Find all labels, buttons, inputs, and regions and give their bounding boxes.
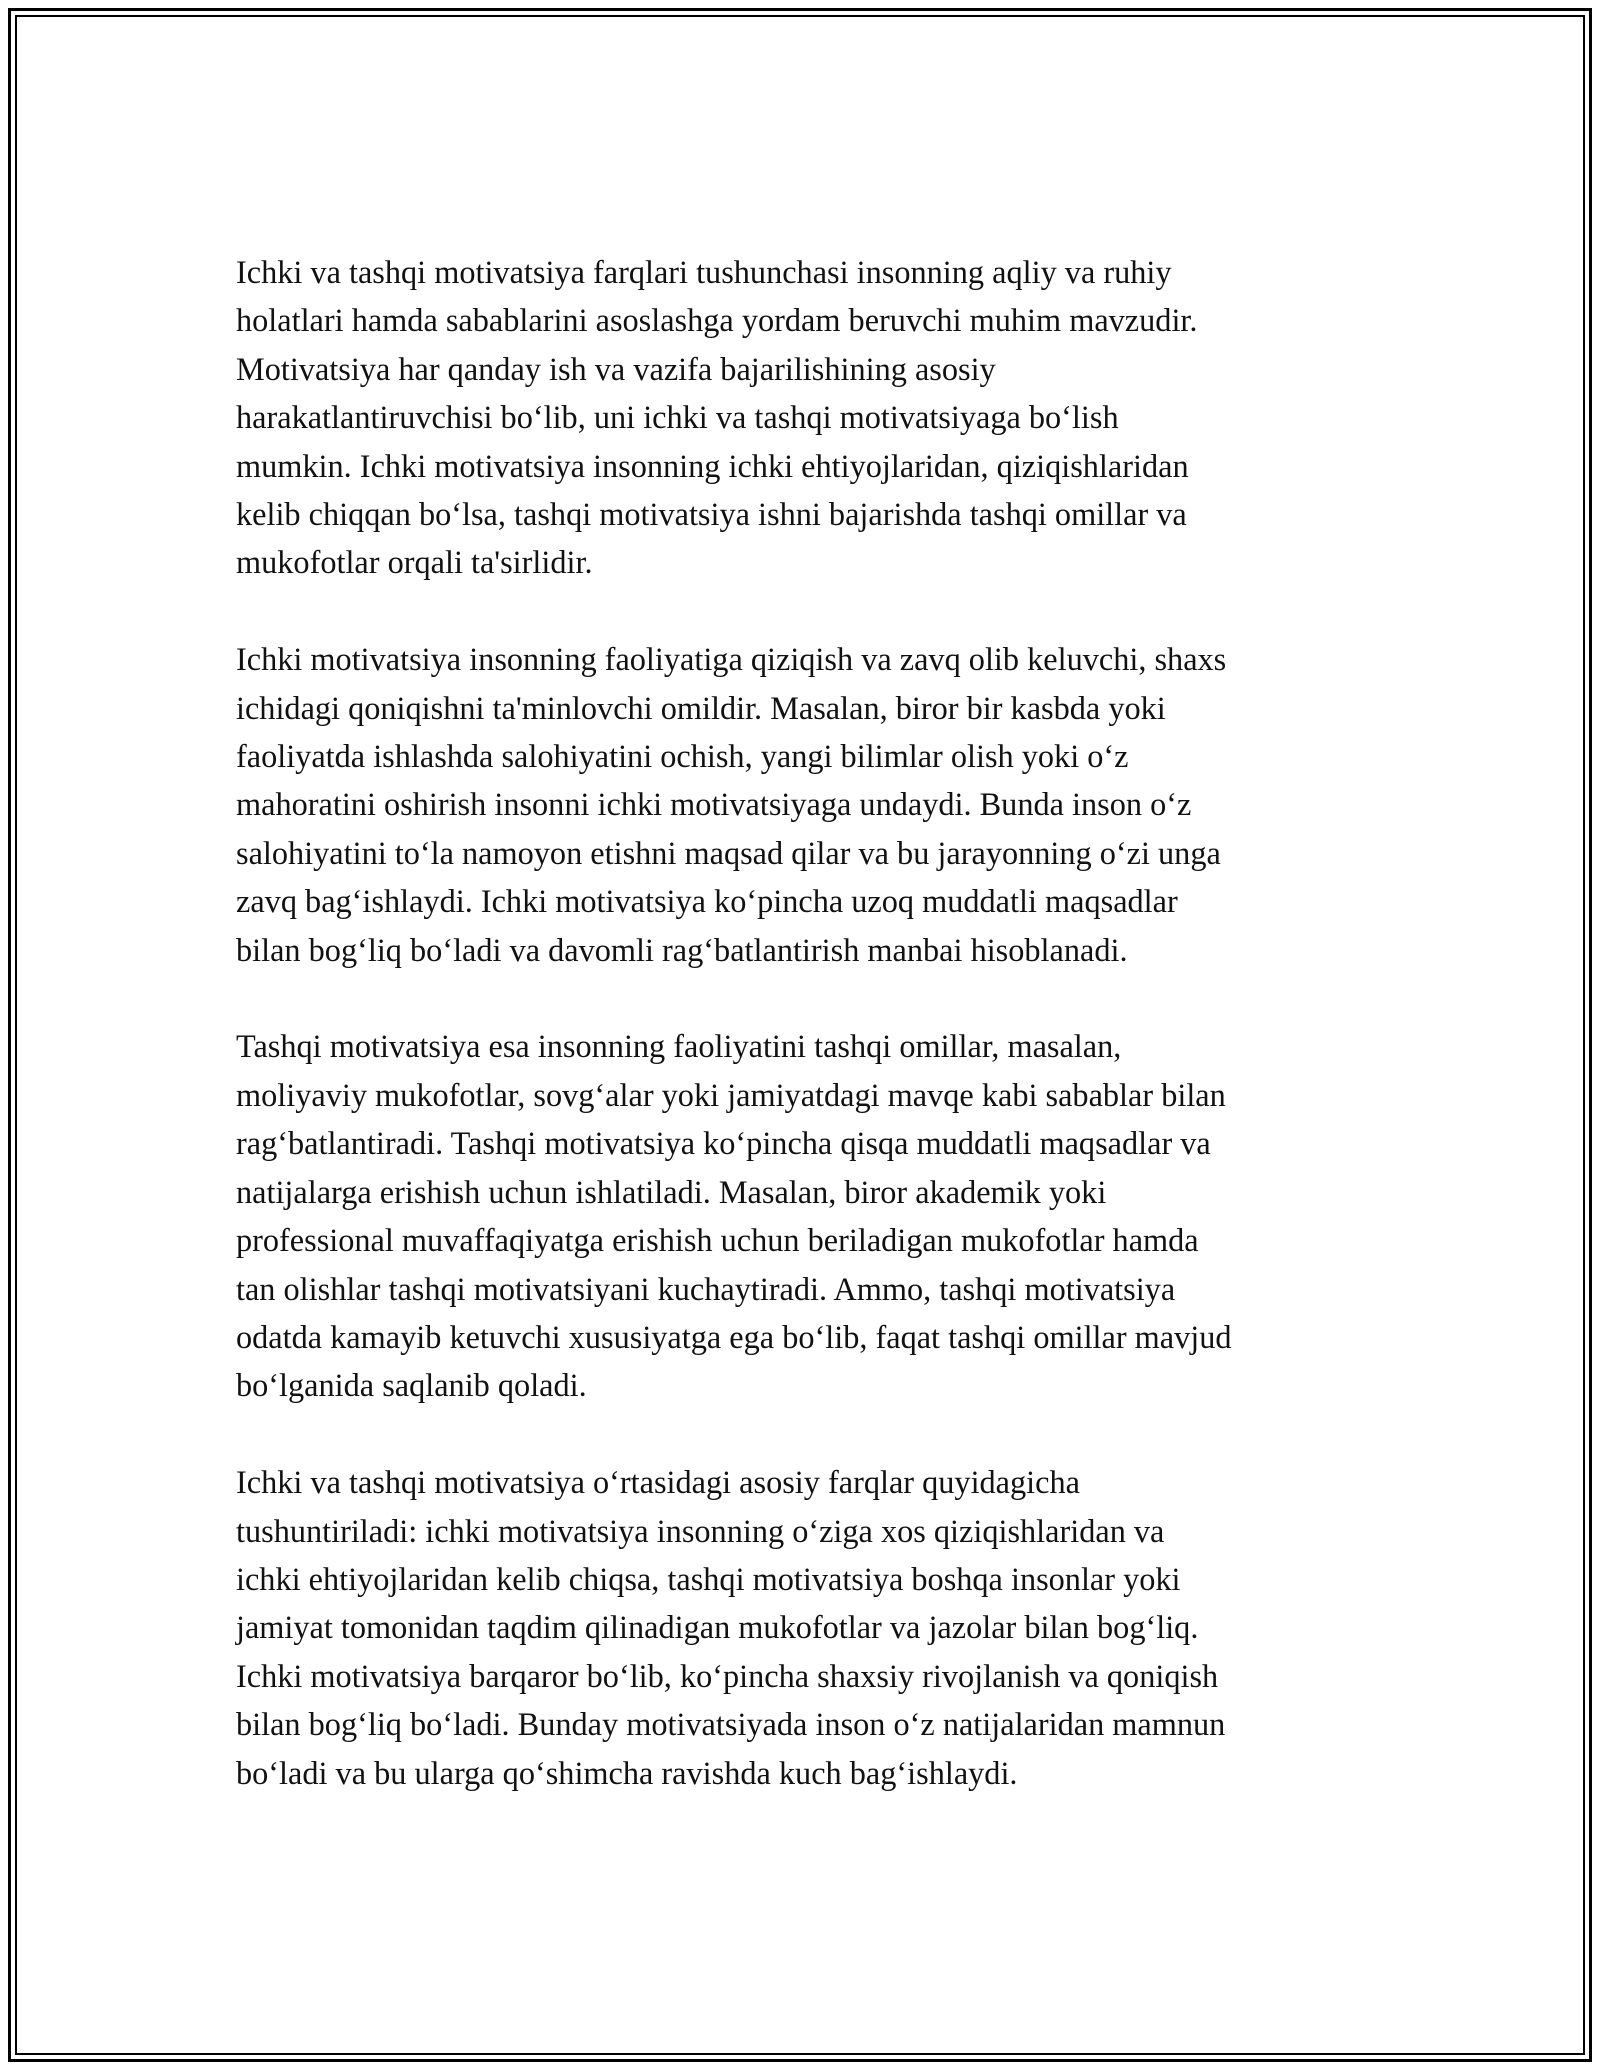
paragraph-2: Ichki motivatsiya insonning faoliyatiga qiziqish va zavq olib keluvchi, shaxs ichidagi qoniqishni ta'minlovchi omildir. Masalan, biror bir kasbda yoki faoliyatda ishlashda salohiyatini ochish, yangi bilimlar olish yoki o‘z mahoratini oshirish insonni ichki motivatsiyaga undaydi. Bunda inson o‘z salohiyatini to‘la namoyon etishni maqsad qilar va bu jarayonning o‘zi unga zavq bag‘ishlaydi. Ichki motivatsiya ko‘pincha uzoq muddatli maqsadlar bilan bog‘liq bo‘ladi va davomli rag‘batlantirish manbai hisoblanadi. xyxy=(236,641,1227,968)
document-body xyxy=(236,248,1378,1797)
paragraph-4: Ichki va tashqi motivatsiya o‘rtasidagi asosiy farqlar quyidagicha tushuntiriladi: ichki motivatsiya insonning o‘ziga xos qiziqishlaridan va ichki ehtiyojlaridan kelib chiqsa, tashqi motivatsiya boshqa insonlar yoki jamiyat tomonidan taqdim qilinadigan mukofotlar va jazolar bilan bog‘liq. Ichki motivatsiya barqaror bo‘lib, ko‘pincha shaxsiy rivojlanish va qoniqish bilan bog‘liq bo‘ladi. Bunday motivatsiyada inson o‘z natijalaridan mamnun bo‘ladi va bu ularga qo‘shimcha ravishda kuch bag‘ishlaydi. xyxy=(236,1464,1226,1791)
paragraph-3: Tashqi motivatsiya esa insonning faoliyatini tashqi omillar, masalan, moliyaviy mukofotlar, sovg‘alar yoki jamiyatdagi mavqe kabi sabablar bilan rag‘batlantiradi. Tashqi motivatsiya ko‘pincha qisqa muddatli maqsadlar va natijalarga erishish uchun ishlatiladi. Masalan, biror akademik yoki professional muvaffaqiyatga erishish uchun beriladigan mukofotlar hamda tan olishlar tashqi motivatsiyani kuchaytiradi. Ammo, tashqi motivatsiya odatda kamayib ketuvchi xususiyatga ega bo‘lib, faqat tashqi omillar mavjud bo‘lganida saqlanib qoladi. xyxy=(236,1028,1232,1404)
paragraph-1: Ichki va tashqi motivatsiya farqlari tushunchasi insonning aqliy va ruhiy holatlari hamda sabablarini asoslashga yordam beruvchi muhim mavzudir. Motivatsiya har qanday ish va vazifa bajarilishining asosiy harakatlantiruvchisi bo‘lib, uni ichki va tashqi motivatsiyaga bo‘lish mumkin. Ichki motivatsiya insonning ichki ehtiyojlaridan, qiziqishlaridan kelib chiqqan bo‘lsa, tashqi motivatsiya ishni bajarishda tashqi omillar va mukofotlar orqali ta'sirlidir. xyxy=(236,254,1198,581)
